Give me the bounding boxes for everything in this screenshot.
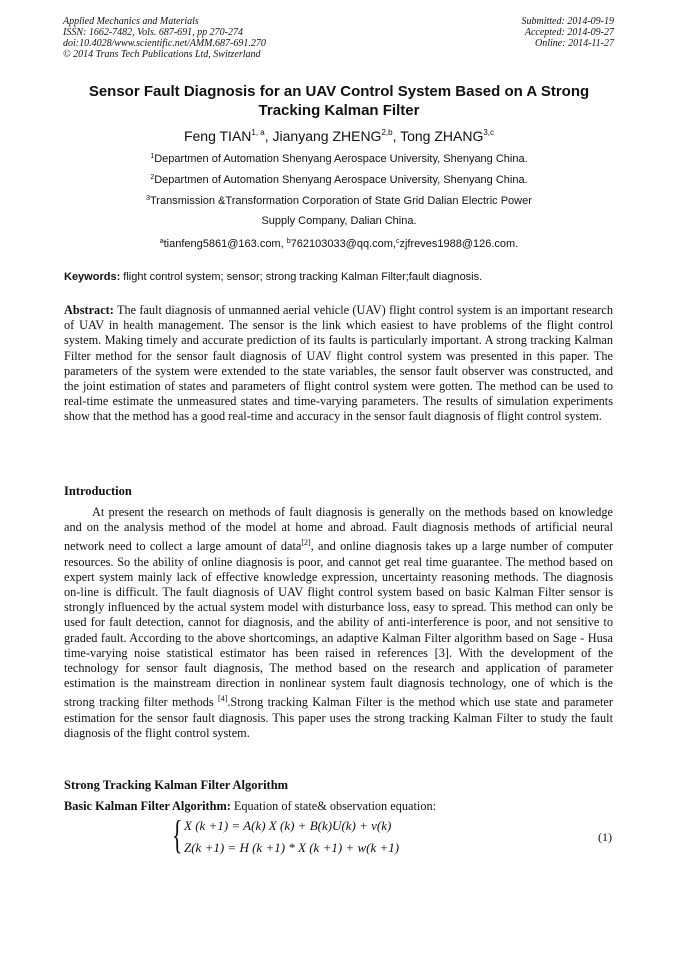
introduction-paragraph <box>64 505 613 741</box>
affiliation-1 <box>60 150 618 166</box>
affiliation-text: Departmen of Automation Shenyang Aerospace University, Shenyang China. <box>154 153 528 165</box>
intro-text: .Strong tracking Kalman Filter is the method which use state and parameter estimation for the sensor fault diagnosis. This paper uses the strong tracking Kalman Filter to study the fault diagnosis of the flight control system. <box>64 695 613 740</box>
abstract <box>64 303 613 425</box>
email-address[interactable]: tianfeng5861@163.com, <box>163 238 287 250</box>
keywords-text: flight control system; sensor; strong tracking Kalman Filter;fault diagnosis. <box>120 271 483 283</box>
accepted-date: Accepted: 2014-09-27 <box>524 27 614 38</box>
email-superscript: a <box>159 238 164 245</box>
introduction-heading: Introduction <box>64 484 132 498</box>
affiliation-superscript: 1 <box>150 153 155 160</box>
author-name: Tong ZHANG <box>400 128 484 144</box>
intro-text: At present the research on methods of fault diagnosis is generally on the methods based on knowledge and on the analysis method of the model at home and abroad. Fault diagnosis methods of artificial neural network need to collect a large amount of data <box>64 505 613 554</box>
affiliation-text: Departmen of Automation Shenyang Aerospace University, Shenyang China. <box>154 174 528 186</box>
journal-info <box>63 16 266 60</box>
paper-title: Sensor Fault Diagnosis for an UAV Control System Based on A Strong Tracking Kalman Filter <box>88 83 590 119</box>
keywords <box>64 270 614 284</box>
abstract-text: The fault diagnosis of unmanned aerial vehicle (UAV) flight control system is an important research of UAV in health management. The sensor is the link which easiest to have problems of the flight control system. Making timely and accurate prediction of its faults is particularly important. A strong tracking Kalman Filter method for the sensor fault diagnosis of UAV flight control system was presented in this paper. The parameters of the system were extended to the state variables, the sensor fault observer was constructed, and the joint estimation of states and parameters of flight control system were gotten. The method can be used to real-time estimate the unmeasured states and time-varying parameters. The results of simulation experiments show that the method has a good real-time and accuracy in the sensor fault diagnosis of flight control system. <box>64 303 613 424</box>
subsection-label: Basic Kalman Filter Algorithm: <box>64 799 231 813</box>
submitted-date: Submitted: 2014-09-19 <box>521 16 614 27</box>
journal-name: Applied Mechanics and Materials <box>63 16 199 27</box>
issn-line: ISSN: 1662-7482, Vols. 687-691, pp 270-274 <box>63 27 243 38</box>
affiliation-3 <box>60 192 618 208</box>
affiliation-3-continued <box>60 214 618 228</box>
email-line <box>60 235 618 251</box>
affiliation-superscript: 2 <box>150 174 155 181</box>
submission-dates <box>522 16 615 49</box>
email-superscript: b <box>286 238 291 245</box>
affiliation-superscript: 3 <box>146 195 150 202</box>
keywords-label: Keywords: <box>64 271 121 283</box>
author-superscript: 1, a <box>251 128 265 137</box>
author-superscript: 2,b <box>381 128 393 137</box>
online-date: Online: 2014-11-27 <box>535 38 614 49</box>
citation-ref[interactable]: [4] <box>218 694 228 704</box>
citation-ref[interactable]: [2] <box>301 538 311 548</box>
email-address[interactable]: zjfreves1988@126.com. <box>399 238 519 250</box>
state-equation: X (k +1) = A(k) X (k) + B(k)U(k) + v(k) <box>184 818 392 833</box>
subsection-intro <box>64 799 613 814</box>
equation-brace: { <box>172 812 183 857</box>
equation-number: (1) <box>598 830 612 844</box>
affiliation-text: Supply Company, Dalian China. <box>261 215 417 227</box>
copyright-line: © 2014 Trans Tech Publications Ltd, Switzerland <box>63 49 261 60</box>
author-name: Jianyang ZHENG <box>272 128 382 144</box>
intro-text: , and online diagnosis takes up a large number of computer resources. So the ability of online diagnosis is poor, and cannot get real time guarantee. The method based on expert system mainly lack of effective knowledge expression, uncertainty reasoning methods. The diagnosis on-line is difficult. The fault diagnosis of UAV flight control system based on basic Kalman Filter sensor is strongly influenced by the actual system model with disturbance loss, easy to spread. This method can only be used for fault detection, cannot for diagnosis, and the ability of anti-interference is poor, and not sensitive to graded fault. According to the above shortcomings, an adaptive Kalman Filter algorithm based on Sage - Husa time-varying noise statistical estimator has been raised in references [3]. With the development of the technology for sensor fault diagnosis, The method based on the research and application of parameter estimation is the mainstream direction in nonlinear system fault diagnosis technology, one of which is the strong tracking filter methods <box>64 539 614 710</box>
email-superscript: c <box>395 238 400 245</box>
email-address[interactable]: 762103033@qq.com, <box>290 238 396 250</box>
abstract-label: Abstract: <box>64 303 114 317</box>
equation-1 <box>172 812 472 859</box>
doi-line: doi:10.4028/www.scientific.net/AMM.687-691.270 <box>63 38 266 49</box>
observation-equation: Z(k +1) = H (k +1) * X (k +1) + w(k +1) <box>184 840 400 855</box>
affiliation-text: Transmission &Transformation Corporation of State Grid Dalian Electric Power <box>150 195 532 207</box>
author-superscript: 3,c <box>483 128 495 137</box>
author-name: Feng TIAN <box>183 128 252 144</box>
affiliation-2 <box>60 171 618 187</box>
subsection-text: Equation of state& observation equation: <box>230 799 437 813</box>
author-list: Feng TIAN$^{1, a}$, Jianyang ZHENG$^{2,b}$, Tong ZHANG$^{3,c}$ <box>183 128 495 144</box>
section-heading: Strong Tracking Kalman Filter Algorithm <box>64 778 289 792</box>
